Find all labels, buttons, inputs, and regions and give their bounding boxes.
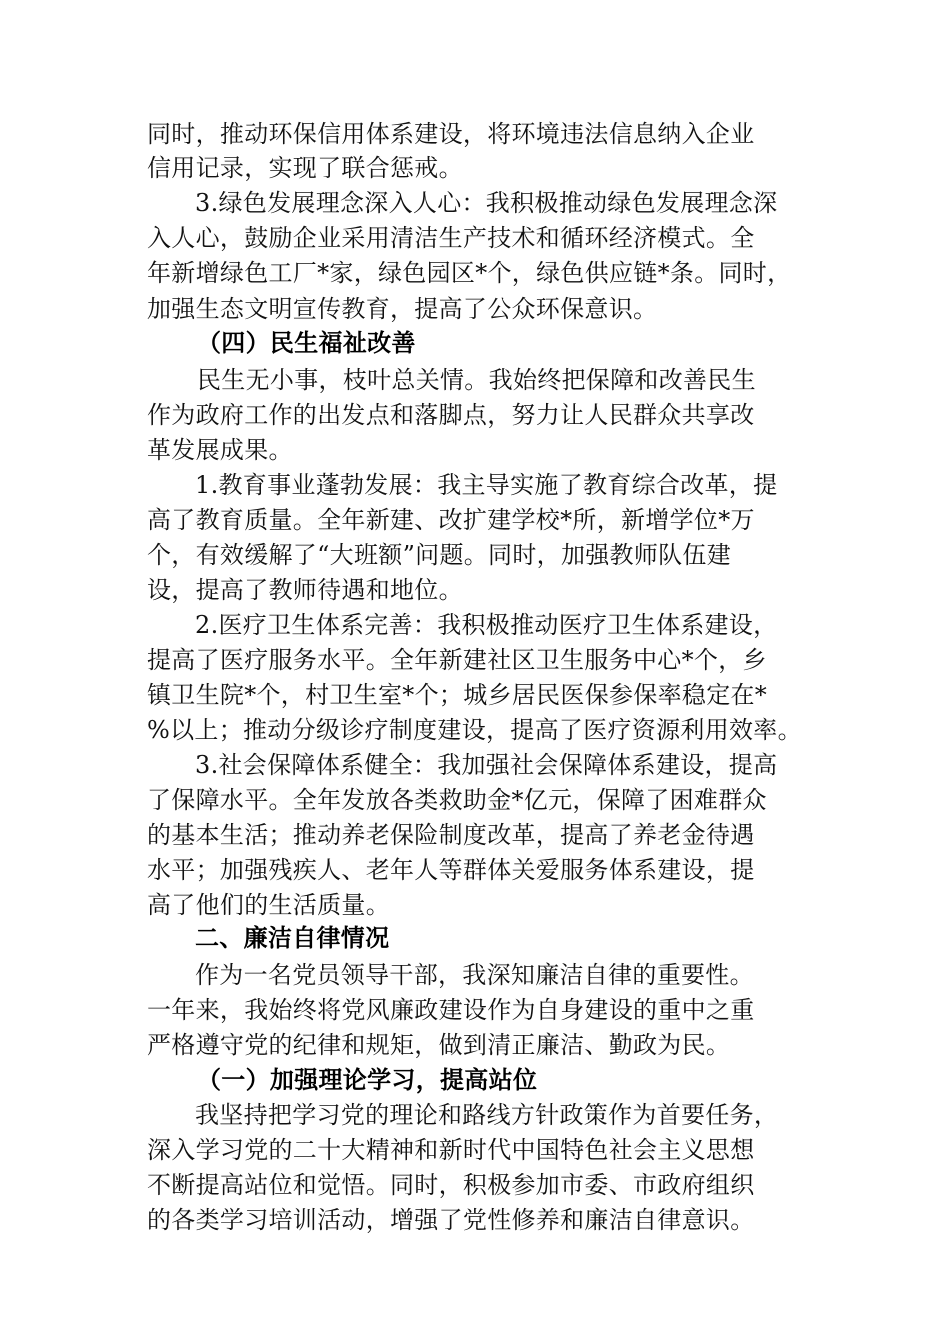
body-text-line: 提高了医疗服务水平。全年新建社区卫生服务中心*个，乡 xyxy=(147,646,767,674)
body-text-line: 了保障水平。全年发放各类救助金*亿元，保障了困难群众 xyxy=(147,786,767,814)
body-text-line: 加强生态文明宣传教育，提高了公众环保意识。 xyxy=(147,295,658,323)
list-item-social-security: 3.社会保障体系健全：我加强社会保障体系建设，提高 xyxy=(195,751,778,779)
body-text-line: 作为政府工作的出发点和落脚点，努力让人民群众共享改 xyxy=(147,401,755,429)
body-text-line: 同时，推动环保信用体系建设，将环境违法信息纳入企业 xyxy=(147,120,755,148)
list-item-education: 1.教育事业蓬勃发展：我主导实施了教育综合改革，提 xyxy=(195,471,778,499)
paragraph-start: 民生无小事，枝叶总关情。我始终把保障和改善民生 xyxy=(197,366,756,394)
section-heading-integrity: 二、廉洁自律情况 xyxy=(195,924,390,952)
body-text-line: 高了教育质量。全年新建、改扩建学校*所，新增学位*万 xyxy=(147,506,755,534)
section-heading-livelihood: （四）民生福祉改善 xyxy=(197,328,416,357)
body-text-line: 水平；加强残疾人、老年人等群体关爱服务体系建设，提 xyxy=(147,856,755,884)
body-text-line: 的基本生活；推动养老保险制度改革，提高了养老金待遇 xyxy=(147,821,755,849)
body-text-line: 不断提高站位和觉悟。同时，积极参加市委、市政府组织 xyxy=(147,1171,755,1199)
body-text-line: 革发展成果。 xyxy=(147,436,293,464)
list-item-medical: 2.医疗卫生体系完善：我积极推动医疗卫生体系建设， xyxy=(195,611,778,639)
body-text-line: 高了他们的生活质量。 xyxy=(147,891,390,919)
body-text-line: 信用记录，实现了联合惩戒。 xyxy=(147,154,463,182)
list-item-green-development: 3.绿色发展理念深入人心：我积极推动绿色发展理念深 xyxy=(195,189,778,217)
body-text-line: 镇卫生院*个，村卫生室*个；城乡居民医保参保率稳定在* xyxy=(147,681,768,709)
body-text-line: 的各类学习培训活动，增强了党性修养和廉洁自律意识。 xyxy=(147,1206,755,1234)
paragraph-start: 我坚持把学习党的理论和路线方针政策作为首要任务， xyxy=(195,1101,779,1129)
body-text-line: 入人心，鼓励企业采用清洁生产技术和循环经济模式。全 xyxy=(147,224,755,252)
body-text-line: 年新增绿色工厂*家，绿色园区*个，绿色供应链*条。同时， xyxy=(147,259,792,287)
body-text-line: 一年来，我始终将党风廉政建设作为自身建设的重中之重 xyxy=(147,996,755,1024)
body-text-line: %以上；推动分级诊疗制度建设，提高了医疗资源利用效率。 xyxy=(147,716,802,744)
paragraph-start: 作为一名党员领导干部，我深知廉洁自律的重要性。 xyxy=(195,961,754,989)
body-text-line: 严格遵守党的纪律和规矩，做到清正廉洁、勤政为民。 xyxy=(147,1031,731,1059)
section-heading-theory-study: （一）加强理论学习，提高站位 xyxy=(197,1065,538,1094)
body-text-line: 设，提高了教师待遇和地位。 xyxy=(147,576,463,604)
body-text-line: 深入学习党的二十大精神和新时代中国特色社会主义思想 xyxy=(147,1136,755,1164)
body-text-line: 个，有效缓解了“大班额”问题。同时，加强教师队伍建 xyxy=(147,541,732,569)
